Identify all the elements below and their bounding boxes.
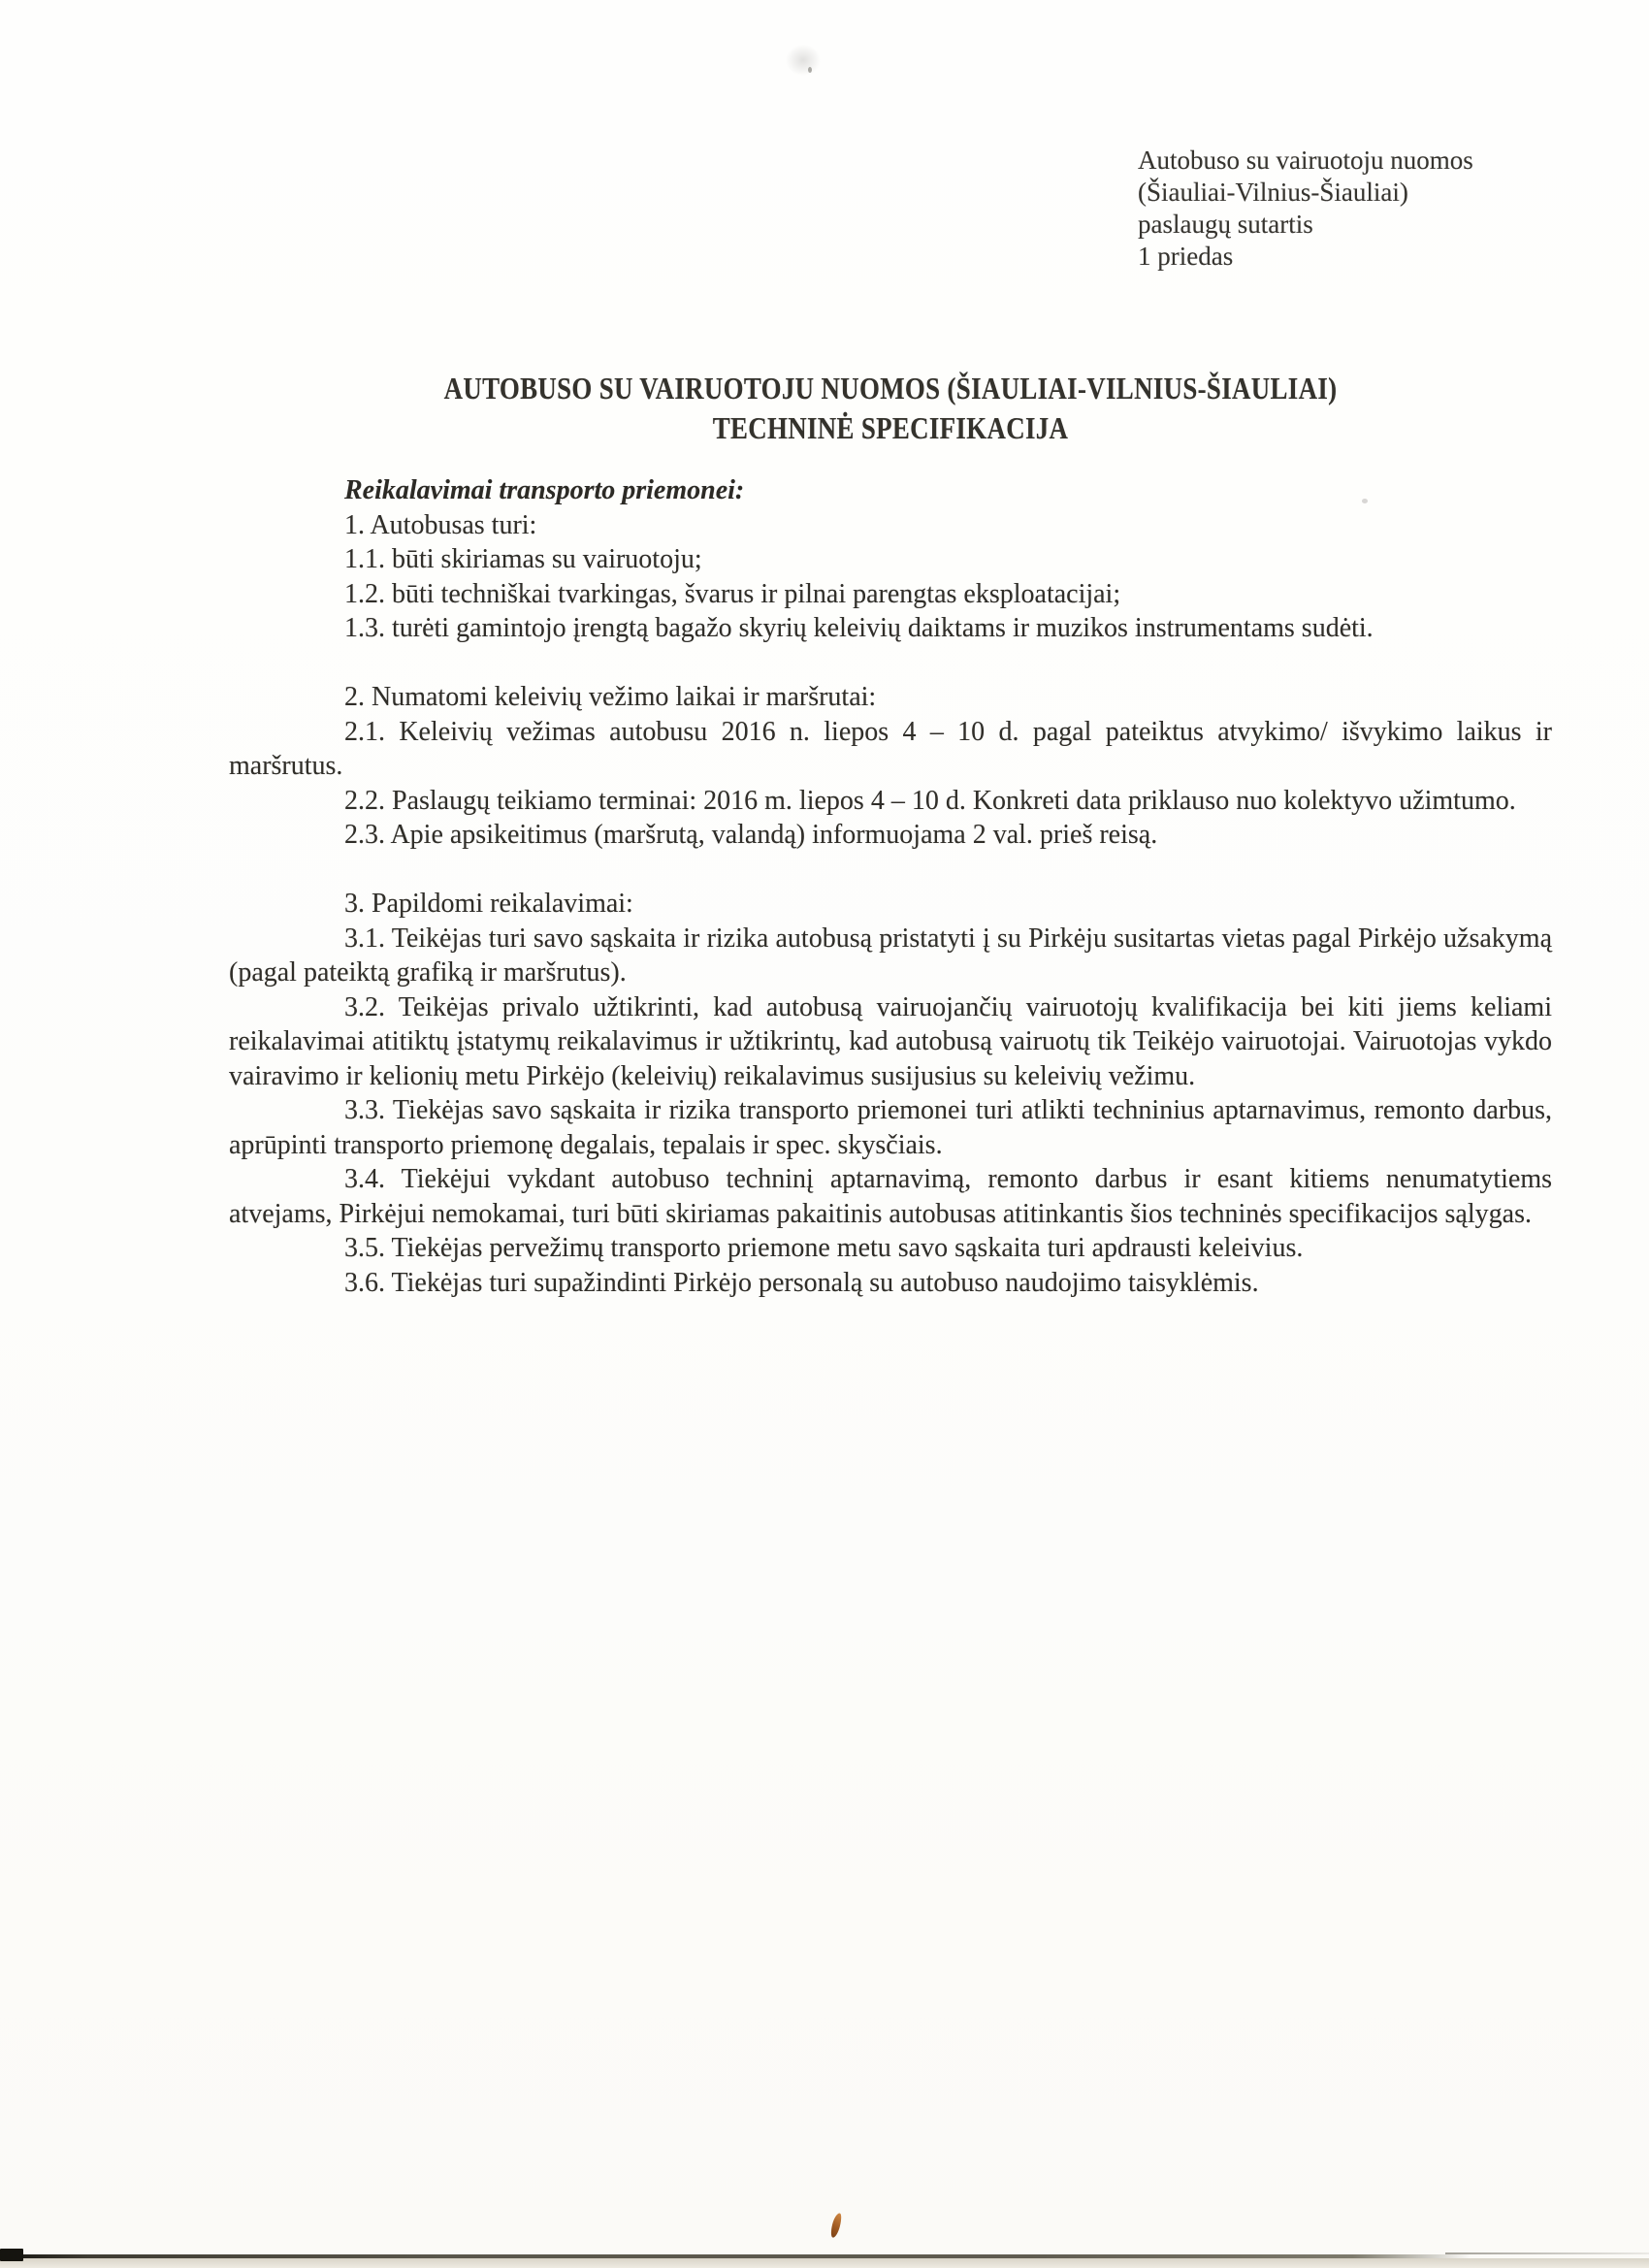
document-title bbox=[229, 369, 1552, 448]
clause-3: 3. Papildomi reikalavimai: bbox=[344, 889, 633, 919]
scan-smudge-dot bbox=[808, 67, 812, 73]
annex-note-line-1: Autobuso su vairuotoju nuomos bbox=[1138, 146, 1473, 175]
section-1-vehicle-requirements bbox=[229, 508, 1552, 646]
title-line-1: AUTOBUSO SU VAIRUOTOJU NUOMOS (ŠIAULIAI-VILNIUS-ŠIAULIAI) bbox=[443, 371, 1338, 405]
clause-1-1: 1.1. būti skiriamas su vairuotoju; bbox=[344, 544, 702, 574]
clause-1-3: 1.3. turėti gamintojo įrengtą bagažo skyrių keleivių daiktams ir muzikos instrumentams sudėti. bbox=[344, 613, 1374, 643]
clause-1: 1. Autobusas turi: bbox=[344, 509, 537, 540]
scan-bottom-edge-corner bbox=[0, 2249, 23, 2261]
scan-bottom-edge-fade bbox=[1445, 2252, 1649, 2254]
clause-1-2: 1.2. būti techniškai tvarkingas, švarus ir pilnai parengtas eksploatacijai; bbox=[344, 578, 1121, 609]
scan-speck bbox=[1116, 1111, 1121, 1115]
ink-mark bbox=[829, 2212, 843, 2238]
clause-3-3: 3.3. Tiekėjas savo sąskaita ir rizika transporto priemonei turi atlikti techninius aptarnavimus, remonto darbus, aprūpinti transporto priemonę degalais, tepalais ir spec. skysčiais. bbox=[229, 1095, 1552, 1160]
scan-speck bbox=[1362, 499, 1368, 503]
clause-3-6: 3.6. Tiekėjas turi supažindinti Pirkėjo personalą su autobuso naudojimo taisyklėmis. bbox=[344, 1267, 1259, 1298]
clause-2-2: 2.2. Paslaugų teikiamo terminai: 2016 m. liepos 4 – 10 d. Konkreti data priklauso nuo kolektyvo užimtumo. bbox=[344, 785, 1516, 816]
clause-2-1: 2.1. Keleivių vežimas autobusu 2016 n. liepos 4 – 10 d. pagal pateiktus atvykimo/ išvykimo laikus ir maršrutus. bbox=[229, 716, 1552, 781]
clause-3-4: 3.4. Tiekėjui vykdant autobuso techninį aptarnavimą, remonto darbus ir esant kitiems nenumatytiems atvejams, Pirkėjui nemokamai, turi būti skiriamas pakaitinis autobusas atitinkantis šios techninės specifikacijos sąlygas. bbox=[229, 1164, 1552, 1229]
annex-note-line-4: 1 priedas bbox=[1138, 242, 1234, 271]
clause-3-1: 3.1. Teikėjas turi savo sąskaita ir rizika autobusą pristatyti į su Pirkėju susitartas vietas pagal Pirkėjo užsakymą (pagal pateiktą grafiką ir maršrutus). bbox=[229, 923, 1552, 988]
section-2-transport-times-routes bbox=[229, 680, 1552, 853]
clause-2: 2. Numatomi keleivių vežimo laikai ir maršrutai: bbox=[344, 682, 877, 712]
annex-header-note bbox=[1138, 145, 1473, 273]
scan-smudge bbox=[786, 45, 821, 76]
document-body bbox=[229, 473, 1552, 1300]
annex-note-line-2: (Šiauliai-Vilnius-Šiauliai) bbox=[1138, 178, 1408, 207]
requirements-heading: Reikalavimai transporto priemonei: bbox=[344, 475, 745, 505]
scan-bottom-edge-line bbox=[0, 2254, 1471, 2258]
section-3-additional-requirements bbox=[229, 887, 1552, 1300]
title-line-2: TECHNINĖ SPECIFIKACIJA bbox=[712, 410, 1069, 445]
clause-3-5: 3.5. Tiekėjas pervežimų transporto priemone metu savo sąskaita turi apdrausti keleivius. bbox=[344, 1233, 1304, 1263]
annex-note-line-3: paslaugų sutartis bbox=[1138, 210, 1313, 239]
clause-2-3: 2.3. Apie apsikeitimus (maršrutą, valandą) informuojama 2 val. prieš reisą. bbox=[344, 820, 1158, 850]
clause-3-2: 3.2. Teikėjas privalo užtikrinti, kad autobusą vairuojančių vairuotojų kvalifikacija bei kiti jiems keliami reikalavimai atitiktų įstatymų reikalavimus ir užtikrintų, kad autobusą vairuotų tik Teikėjo vairuotojai. Vairuotojas vykdo vairavimo ir kelionių metu Pirkėjo (keleivių) reikalavimus susijusius su keleivių vežimu. bbox=[229, 991, 1552, 1091]
scan-bottom-paper-edge bbox=[0, 2258, 1649, 2268]
